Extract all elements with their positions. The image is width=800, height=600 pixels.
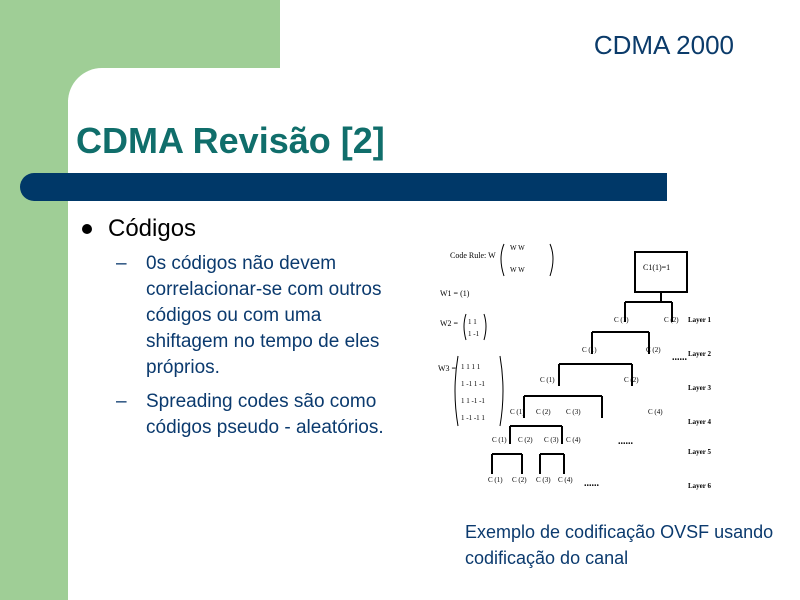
sub-item-text: Spreading codes são como códigos pseudo - aleatórios. — [146, 391, 384, 438]
sub-item-2 — [116, 389, 392, 441]
svg-text:C (2): C (2) — [646, 346, 661, 354]
sub-item-text: 0s códigos não devem correlacionar-se com outros códigos ou com uma shiftagem no tempo de eles próprios. — [146, 253, 382, 378]
svg-text:C (3): C (3) — [566, 408, 581, 416]
svg-text:W W: W W — [510, 266, 525, 274]
diagram-caption: Exemplo de codificação OVSF usando codificação do canal — [465, 522, 774, 568]
svg-text:C (2): C (2) — [536, 408, 551, 416]
svg-text:C (1): C (1) — [540, 376, 555, 384]
code-rule-label: Code Rule: W — [450, 251, 496, 260]
layer-label: Layer 2 — [688, 350, 712, 358]
svg-text:C (1): C (1) — [614, 316, 629, 324]
svg-text:C (3): C (3) — [536, 476, 551, 484]
tree-dots: ...... — [672, 352, 687, 363]
dash-icon: – — [116, 391, 127, 412]
svg-text:C (2): C (2) — [664, 316, 679, 324]
svg-text:1 1 1 1: 1 1 1 1 — [461, 363, 481, 371]
tree-dots: ...... — [618, 436, 633, 447]
svg-text:C (1): C (1) — [510, 408, 525, 416]
tree-root-label: C1(1)=1 — [643, 263, 671, 272]
bullet-item — [82, 215, 196, 243]
layer-label: Layer 4 — [688, 418, 712, 426]
tree-dots: ...... — [584, 478, 599, 489]
bullet-dot-icon — [82, 224, 92, 234]
w1-label: W1 = (1) — [440, 289, 470, 298]
svg-text:1 -1 -1 1: 1 -1 -1 1 — [461, 414, 485, 422]
w3-label: W3 = — [438, 364, 457, 373]
bullet-text: Códigos — [108, 215, 197, 242]
slide-title: CDMA Revisão [2] — [76, 120, 385, 161]
layer-label: Layer 6 — [688, 482, 712, 490]
svg-text:C (3): C (3) — [544, 436, 559, 444]
svg-text:C (1): C (1) — [488, 476, 503, 484]
svg-text:C (4): C (4) — [558, 476, 573, 484]
svg-text:1 -1 1 -1: 1 -1 1 -1 — [461, 380, 485, 388]
svg-text:W W: W W — [510, 244, 525, 252]
layer-label: Layer 5 — [688, 448, 712, 456]
svg-text:C (2): C (2) — [624, 376, 639, 384]
ovsf-code-tree-diagram — [432, 236, 722, 506]
svg-text:C (2): C (2) — [518, 436, 533, 444]
layer-label: Layer 1 — [688, 316, 712, 324]
dash-icon: – — [116, 253, 127, 274]
svg-text:C (2): C (2) — [512, 476, 527, 484]
title-underline-bar — [20, 173, 667, 201]
svg-text:C (4): C (4) — [566, 436, 581, 444]
sub-item-1 — [116, 251, 392, 381]
svg-text:C (1): C (1) — [492, 436, 507, 444]
w2-label: W2 = — [440, 319, 459, 328]
layer-label: Layer 3 — [688, 384, 712, 392]
svg-text:1 -1: 1 -1 — [468, 330, 480, 338]
svg-text:1 1: 1 1 — [468, 318, 477, 326]
svg-text:C (4): C (4) — [648, 408, 663, 416]
slide-header: CDMA 2000 — [593, 30, 734, 60]
svg-text:C (1): C (1) — [582, 346, 597, 354]
svg-text:1 1 -1 -1: 1 1 -1 -1 — [461, 397, 485, 405]
